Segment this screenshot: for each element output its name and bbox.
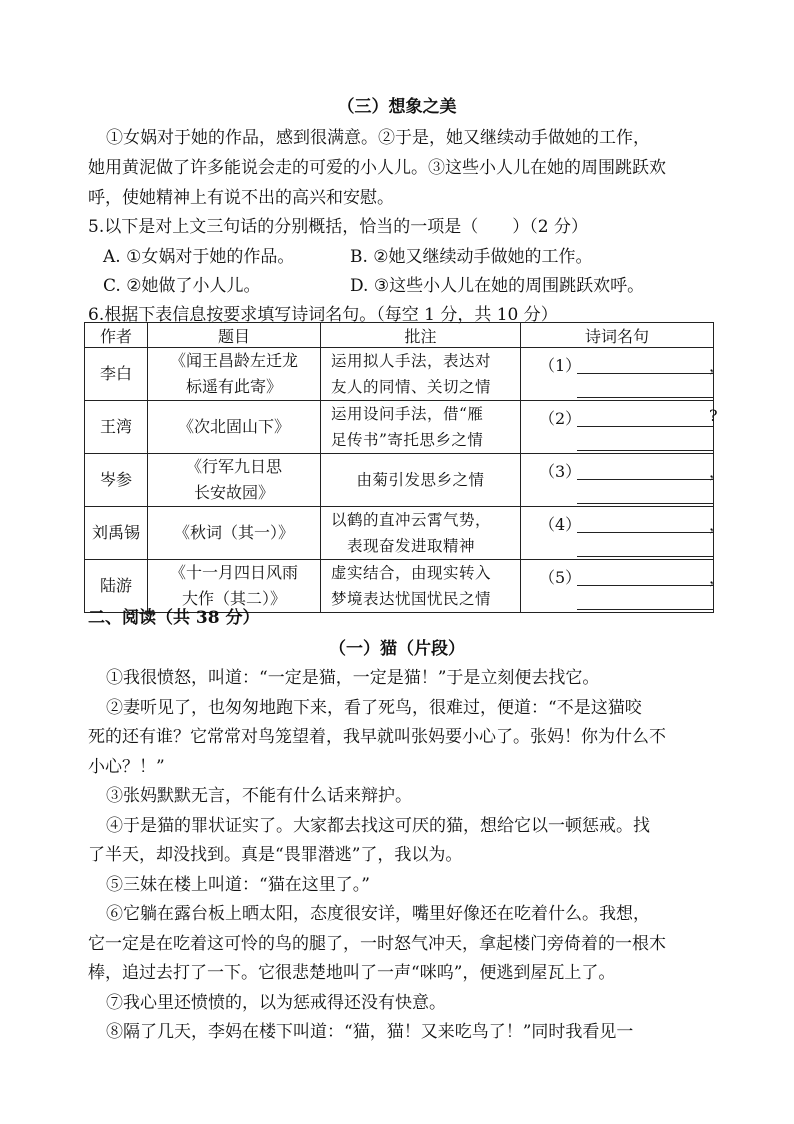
title-cell [148, 401, 321, 454]
reading-line: ①我很愤怒，叫道：“一定是猫，一定是猫！”于是立刻便去找它。 [106, 668, 600, 688]
answer-blank[interactable] [577, 373, 714, 374]
answer-blank[interactable] [577, 397, 714, 398]
note-line: 友人的同情、关切之情 [331, 378, 492, 396]
note-line: 虚实结合，由现实转入 [331, 564, 492, 582]
note-cell [321, 560, 521, 613]
blank-number: （3） [539, 461, 582, 481]
reading-line: 它一定是在吃着这可怜的鸟的腿了，一时怒气冲天，拿起楼门旁倚着的一根木 [88, 934, 666, 954]
author-cell: 陆游 [85, 560, 148, 613]
answer-blank[interactable] [577, 556, 714, 557]
note-line: 以鹤的直冲云霄气势， [331, 511, 492, 529]
answer-cell[interactable] [521, 348, 726, 401]
title-cell [148, 507, 321, 560]
blank-number: （1） [539, 355, 582, 375]
blank-punct: ? [709, 405, 718, 425]
header-title: 题目 [148, 323, 321, 348]
reading-title: （一）猫（片段） [329, 639, 465, 659]
note-cell [321, 507, 521, 560]
blank-number: （2） [539, 408, 582, 428]
table-row [85, 401, 714, 454]
blank-punct: ， [709, 567, 726, 587]
reading-line: 棒，追过去打了一下。它很悲楚地叫了一声“咪呜”，便逃到屋瓦上了。 [88, 963, 616, 983]
note-line: 表现奋发进取精神 [347, 537, 476, 555]
option-a: A. ①女娲对于她的作品。 [103, 247, 295, 267]
passage-line: 她用黄泥做了许多能说会走的可爱的小人儿。③这些小人儿在她的周围跳跃欢 [88, 158, 666, 178]
answer-cell[interactable] [521, 507, 726, 560]
title-line: 《行军九日思 [185, 457, 282, 476]
reading-line: 了半天，却没找到。真是“畏罪潜逃”了，我以为。 [88, 845, 463, 865]
answer-cell[interactable] [521, 401, 718, 454]
note-cell [321, 401, 521, 454]
blank-number: （5） [539, 567, 582, 587]
reading-line: ⑤三妹在楼上叫道：“猫在这里了。” [106, 875, 370, 895]
note-line: 运用拟人手法，表达对 [331, 352, 492, 370]
blank-punct: ， [709, 461, 726, 481]
reading-line: ②妻听见了，也匆匆地跑下来，看了死鸟，很难过，便道：“不是这猫咬 [106, 698, 642, 718]
answer-blank[interactable] [577, 609, 714, 610]
note-line: 运用设问手法，借“雁 [331, 405, 484, 423]
header-note: 批注 [321, 323, 521, 348]
title-line: 《秋词（其一）》 [173, 523, 294, 542]
author-cell: 李白 [85, 348, 148, 401]
title-line: 长安故园》 [193, 483, 274, 502]
author-cell: 刘禹锡 [85, 507, 148, 560]
table-header-row [85, 323, 714, 348]
passage-line: 呼，使她精神上有说不出的高兴和安慰。 [88, 188, 394, 208]
table-row [85, 454, 714, 507]
table-row [85, 507, 714, 560]
title-line: 《十一月四日风雨 [169, 563, 298, 582]
part-heading: 二、阅读（共 38 分） [88, 608, 260, 628]
reading-line: ⑥它躺在露台板上晒太阳，态度很安详，嘴里好像还在吃着什么。我想， [106, 904, 650, 924]
passage-line: ①女娲对于她的作品，感到很满意。②于是，她又继续动手做她的工作， [106, 128, 650, 148]
author-cell: 岑参 [85, 454, 148, 507]
answer-blank[interactable] [577, 532, 714, 533]
reading-line: 死的还有谁？它常常对鸟笼望着，我早就叫张妈要小心了。张妈！你为什么不 [88, 727, 666, 747]
title-line: 大作（其二）》 [181, 589, 286, 608]
title-line: 《次北固山下》 [177, 417, 290, 436]
poem-table [84, 322, 726, 613]
question-5-stem: 5.以下是对上文三句话的分别概括，恰当的一项是（ ）（2 分） [88, 217, 588, 237]
reading-line: ⑦我心里还愤愤的，以为惩戒得还没有快意。 [106, 993, 446, 1013]
title-line: 标遥有此寄》 [185, 377, 282, 396]
reading-line: ③张妈默默无言，不能有什么话来辩护。 [106, 786, 412, 806]
header-author: 作者 [85, 323, 148, 348]
note-cell [321, 348, 521, 401]
question-6-stem: 6.根据下表信息按要求填写诗词名句。（每空 1 分，共 10 分） [88, 305, 558, 325]
reading-line: ⑧隔了几天，李妈在楼下叫道：“猫，猫！又来吃鸟了！”同时我看见一 [106, 1022, 634, 1042]
header-lines: 诗词名句 [521, 323, 714, 348]
note-cell [321, 454, 521, 507]
answer-blank[interactable] [577, 503, 714, 504]
answer-blank[interactable] [577, 426, 714, 427]
title-line: 《闻王昌龄左迁龙 [169, 351, 298, 370]
note-line: 足传书”寄托思乡之情 [331, 431, 484, 449]
option-c: C. ②她做了小人儿。 [103, 276, 261, 296]
title-cell [148, 454, 321, 507]
blank-punct: ， [709, 514, 726, 534]
option-b: B. ②她又继续动手做她的工作。 [350, 247, 593, 267]
option-d: D. ③这些小人儿在她的周围跳跃欢呼。 [350, 276, 645, 296]
author-cell: 王湾 [85, 401, 148, 454]
answer-blank[interactable] [577, 479, 714, 480]
blank-punct: ， [709, 355, 726, 375]
answer-cell[interactable] [521, 454, 726, 507]
blank-number: （4） [539, 514, 582, 534]
section-title: （三）想象之美 [337, 97, 457, 117]
reading-line: ④于是猫的罪状证实了。大家都去找这可厌的猫，想给它以一顿惩戒。找 [106, 816, 650, 836]
reading-line: 小心？！” [88, 757, 165, 777]
note-line: 梦境表达忧国忧民之情 [331, 590, 492, 608]
title-cell [148, 348, 321, 401]
note-line: 由菊引发思乡之情 [356, 471, 485, 489]
table-row [85, 348, 714, 401]
answer-blank[interactable] [577, 585, 714, 586]
answer-blank[interactable] [577, 450, 714, 451]
answer-cell[interactable] [521, 560, 726, 613]
